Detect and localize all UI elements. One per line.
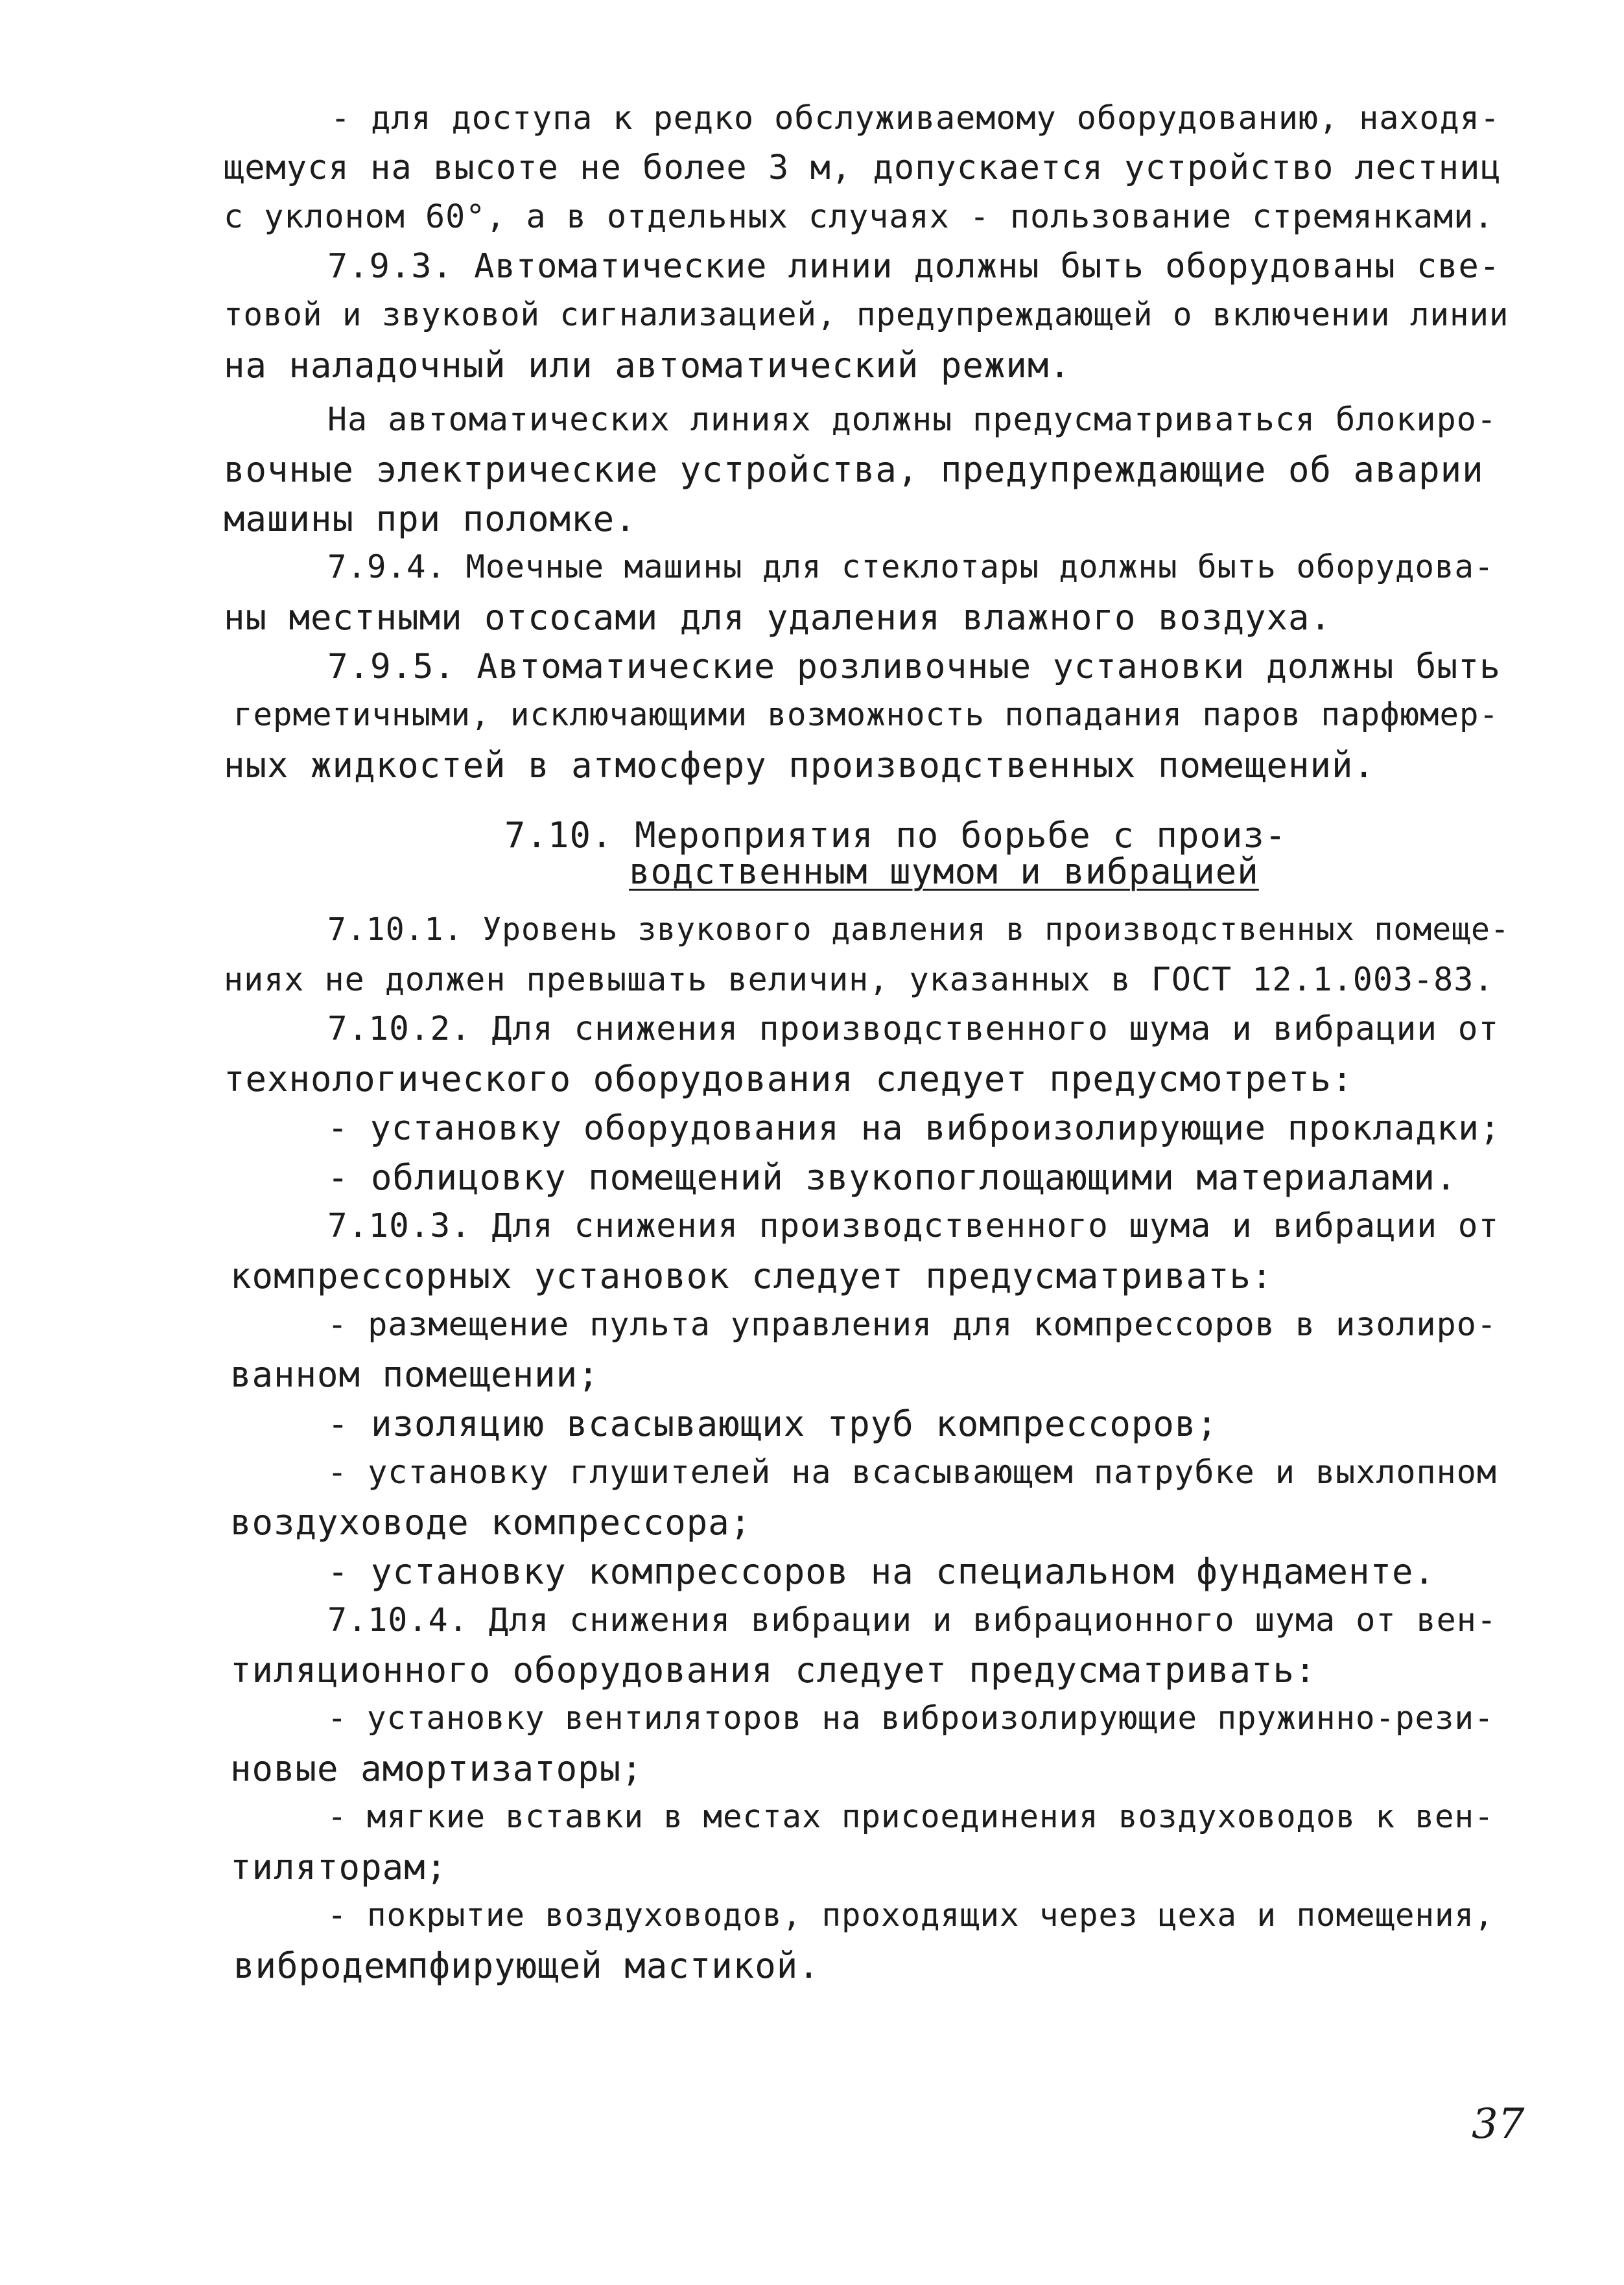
text-line: - установку вентиляторов на виброизолирующие пружинно-рези- [327, 1700, 1494, 1737]
text-line: - установку компрессоров на специальном фундаменте. [327, 1551, 1436, 1592]
text-line: ниях не должен превышать величин, указанных в ГОСТ 12.1.003-83. [224, 961, 1494, 998]
text-line: - изоляцию всасывающих труб компрессоров; [327, 1403, 1218, 1444]
text-line: - установку глушителей на всасывающем патрубке и выхлопном [327, 1453, 1497, 1491]
text-line: тиляционного оборудования следует предусматривать: [230, 1650, 1317, 1691]
text-line: ных жидкостей в атмосферу производственных помещений. [224, 745, 1376, 786]
text-line: тиляторам; [230, 1847, 448, 1888]
text-line: машины при поломке. [224, 498, 637, 539]
text-line: на наладочный или автоматический режим. [224, 345, 1071, 386]
text-line: товой и звуковой сигнализацией, предупреждающей о включении линии [224, 296, 1509, 333]
text-line: 7.10.4. Для снижения вибрации и вибрационного шума от вен- [327, 1601, 1497, 1639]
text-line: герметичными, исключающими возможность попадания паров парфюмер- [233, 696, 1500, 733]
section-heading-underlined: водственным шумом и вибрацией [629, 851, 1259, 892]
text-line: с уклоном 60°, а в отдельных случаях - пользование стремянками. [224, 198, 1494, 235]
text-line: 7.9.5. Автоматические розливочные установки должны быть [327, 647, 1501, 686]
section-heading: 7.10. Мероприятия по борьбе с произ- [504, 815, 1287, 856]
text-line: - для доступа к редко обслуживаемому оборудованию, находя- [331, 99, 1500, 137]
text-line: - установку оборудования на виброизолирующие прокладки; [327, 1108, 1501, 1148]
text-line: - мягкие вставки в местах присоединения воздуховодов к вен- [327, 1798, 1494, 1835]
text-line: 7.10.2. Для снижения производственного шума и вибрации от [327, 1010, 1500, 1048]
text-line: 7.10.3. Для снижения производственного шума и вибрации от [327, 1207, 1500, 1245]
text-line: 7.9.3. Автоматические линии должны быть оборудованы све- [327, 247, 1501, 286]
text-line: ванном помещении; [230, 1354, 600, 1395]
text-line: - облицовку помещений звукопоглощающими материалами. [327, 1157, 1457, 1198]
text-line: вочные электрические устройства, предупреждающие об аварии [224, 449, 1484, 490]
text-line: вибродемпфирующей мастикой. [233, 1945, 820, 1986]
text-line: воздуховоде компрессора; [230, 1502, 752, 1543]
text-line: технологического оборудования следует предусмотреть: [224, 1059, 1354, 1099]
text-line: компрессорных установок следует предусматривать: [230, 1256, 1273, 1296]
page-number: 37 [1472, 2100, 1525, 2148]
text-line: ны местными отсосами для удаления влажного воздуха. [224, 597, 1332, 638]
text-line: 7.10.1. Уровень звукового давления в производственных помеще- [327, 911, 1510, 948]
text-line: - размещение пульта управления для компрессоров в изолиро- [327, 1306, 1497, 1343]
text-line: - покрытие воздуховодов, проходящих через цеха и помещения, [327, 1897, 1494, 1934]
text-line: 7.9.4. Моечные машины для стеклотары должны быть оборудова- [327, 548, 1494, 585]
text-line: новые амортизаторы; [230, 1748, 643, 1789]
text-line: щемуся на высоте не более 3 м, допускается устройство лестниц [224, 148, 1501, 187]
text-line: На автоматических линиях должны предусматриваться блокиро- [327, 401, 1497, 438]
